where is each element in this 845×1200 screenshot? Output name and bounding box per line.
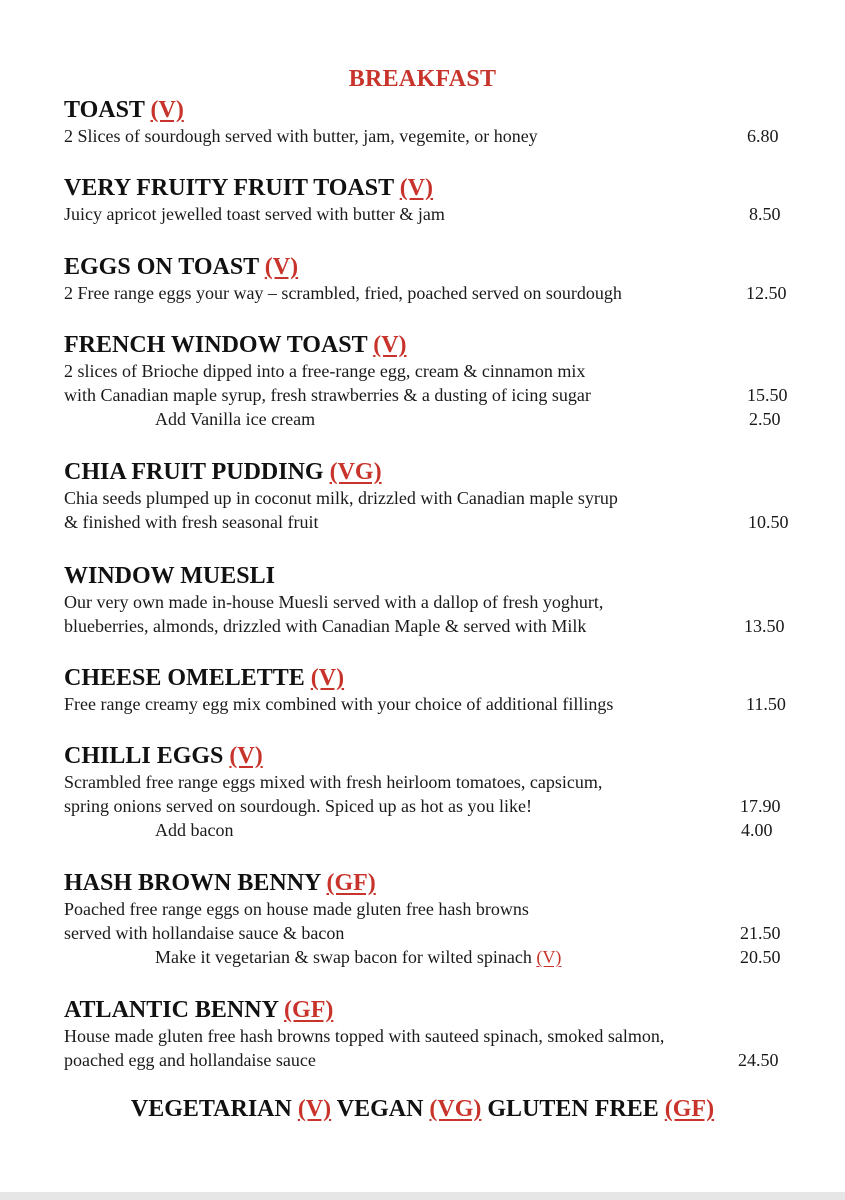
description-text <box>64 1024 664 1048</box>
item-price: 20.50 <box>740 947 781 967</box>
description-text <box>64 794 532 818</box>
description-line <box>64 614 804 638</box>
legend-vegan: VEGAN <box>336 1096 424 1122</box>
description-text <box>64 281 622 305</box>
description-text <box>64 897 529 921</box>
line-text: 2 Free range eggs your way – scrambled, fried, poached served on sourdough <box>64 283 622 303</box>
dietary-tag: (V) <box>264 254 299 280</box>
line-text: Free range creamy egg mix combined with your choice of additional fillings <box>64 694 614 714</box>
legend-vegetarian: VEGETARIAN <box>130 1096 292 1122</box>
item-price: 2.50 <box>749 409 781 429</box>
item-price: 8.50 <box>749 204 781 224</box>
item-heading <box>64 253 804 281</box>
menu-item <box>64 253 804 305</box>
legend-gluten-free: GLUTEN FREE <box>487 1096 659 1122</box>
line-text: served with hollandaise sauce & bacon <box>64 923 345 943</box>
description-line <box>64 945 804 969</box>
menu-title: BREAKFAST <box>348 66 497 92</box>
description-line <box>64 590 804 614</box>
description-line <box>64 692 804 716</box>
menu-item <box>64 458 804 534</box>
legend-gf-tag: (GF) <box>664 1096 715 1122</box>
description-line <box>64 359 804 383</box>
line-text: Scrambled free range eggs mixed with fresh heirloom tomatoes, capsicum, <box>64 772 603 792</box>
line-text: 2 Slices of sourdough served with butter, jam, vegemite, or honey <box>64 126 538 146</box>
line-text: & finished with fresh seasonal fruit <box>64 512 319 532</box>
item-price: 12.50 <box>746 283 787 303</box>
menu-item <box>64 869 804 969</box>
description-text <box>64 202 445 226</box>
description-line <box>64 486 804 510</box>
description-text <box>64 124 538 148</box>
description-text <box>64 614 586 638</box>
description-line <box>64 124 804 148</box>
description-line <box>64 202 804 226</box>
item-price: 10.50 <box>748 512 789 532</box>
line-text: Add bacon <box>155 820 234 840</box>
menu-item <box>64 96 804 148</box>
item-price: 4.00 <box>741 820 773 840</box>
line-text: Make it vegetarian & swap bacon for wilted spinach <box>155 947 532 967</box>
item-heading <box>64 331 804 359</box>
item-price: 15.50 <box>747 385 788 405</box>
item-heading <box>64 562 804 590</box>
item-price: 11.50 <box>746 694 786 714</box>
description-text <box>64 590 603 614</box>
item-name: EGGS ON TOAST <box>64 254 259 280</box>
description-line <box>64 897 804 921</box>
description-text <box>64 486 618 510</box>
item-heading <box>64 869 804 897</box>
item-name: ATLANTIC BENNY <box>64 997 279 1023</box>
legend-v-tag: (V) <box>297 1096 332 1122</box>
item-name: TOAST <box>64 97 145 123</box>
item-heading <box>64 742 804 770</box>
item-price: 13.50 <box>744 616 785 636</box>
item-name: VERY FRUITY FRUIT TOAST <box>64 175 394 201</box>
item-heading <box>64 664 804 692</box>
description-line <box>64 794 804 818</box>
description-text <box>64 692 613 716</box>
description-line <box>64 383 804 407</box>
menu-item <box>64 742 804 842</box>
menu-item <box>64 996 804 1072</box>
line-text: blueberries, almonds, drizzled with Canadian Maple & served with Milk <box>64 616 587 636</box>
description-text <box>64 1048 316 1072</box>
dietary-tag: (GF) <box>284 997 334 1023</box>
add-on-text <box>155 407 315 431</box>
item-name: HASH BROWN BENNY <box>64 870 321 896</box>
line-text: Chia seeds plumped up in coconut milk, drizzled with Canadian maple syrup <box>64 488 618 508</box>
line-text: Poached free range eggs on house made gluten free hash browns <box>64 899 529 919</box>
description-line <box>64 407 804 431</box>
description-line <box>64 1048 804 1072</box>
item-price: 17.90 <box>740 796 781 816</box>
description-line <box>64 770 804 794</box>
dietary-tag: (V) <box>150 97 184 123</box>
description-line <box>64 818 804 842</box>
menu-item <box>64 331 804 431</box>
description-line <box>64 921 804 945</box>
item-name: FRENCH WINDOW TOAST <box>64 332 368 358</box>
dietary-legend <box>0 1096 845 1123</box>
item-price: 6.80 <box>747 126 779 146</box>
description-text <box>64 770 602 794</box>
line-text: Add Vanilla ice cream <box>155 409 316 429</box>
line-text: spring onions served on sourdough. Spiced up as hot as you like! <box>64 796 532 816</box>
line-text: poached egg and hollandaise sauce <box>64 1050 316 1070</box>
menu-item <box>64 562 804 638</box>
description-line <box>64 510 804 534</box>
line-text: House made gluten free hash browns topped with sauteed spinach, smoked salmon, <box>64 1026 665 1046</box>
description-text <box>64 383 591 407</box>
add-on-text <box>155 818 233 842</box>
dietary-tag: (VG) <box>329 459 382 485</box>
item-price: 21.50 <box>740 923 781 943</box>
description-text <box>64 359 585 383</box>
description-line <box>64 1024 804 1048</box>
line-text: 2 slices of Brioche dipped into a free-range egg, cream & cinnamon mix <box>64 361 586 381</box>
line-text: with Canadian maple syrup, fresh strawberries & a dusting of icing sugar <box>64 385 591 405</box>
page-bottom-edge <box>0 1192 845 1200</box>
dietary-tag: (GF) <box>326 870 376 896</box>
description-line <box>64 281 804 305</box>
dietary-tag: (V) <box>399 175 434 201</box>
dietary-tag: (V) <box>536 947 562 967</box>
description-text <box>64 921 344 945</box>
dietary-tag: (V) <box>310 665 345 691</box>
item-name: WINDOW MUESLI <box>64 563 275 589</box>
item-price: 24.50 <box>738 1050 779 1070</box>
legend-vg-tag: (VG) <box>429 1096 482 1122</box>
item-heading <box>64 96 804 124</box>
line-text: Juicy apricot jewelled toast served with butter & jam <box>64 204 445 224</box>
item-heading <box>64 458 804 486</box>
add-on-text <box>155 945 561 969</box>
line-text: Our very own made in-house Muesli served with a dallop of fresh yoghurt, <box>64 592 604 612</box>
dietary-tag: (V) <box>373 332 407 358</box>
menu-item <box>64 174 804 226</box>
item-name: CHILLI EGGS <box>64 743 224 769</box>
item-heading <box>64 996 804 1024</box>
menu-item <box>64 664 804 716</box>
dietary-tag: (V) <box>229 743 263 769</box>
item-name: CHEESE OMELETTE <box>64 665 305 691</box>
item-heading <box>64 174 804 202</box>
item-name: CHIA FRUIT PUDDING <box>64 459 324 485</box>
description-text <box>64 510 318 534</box>
